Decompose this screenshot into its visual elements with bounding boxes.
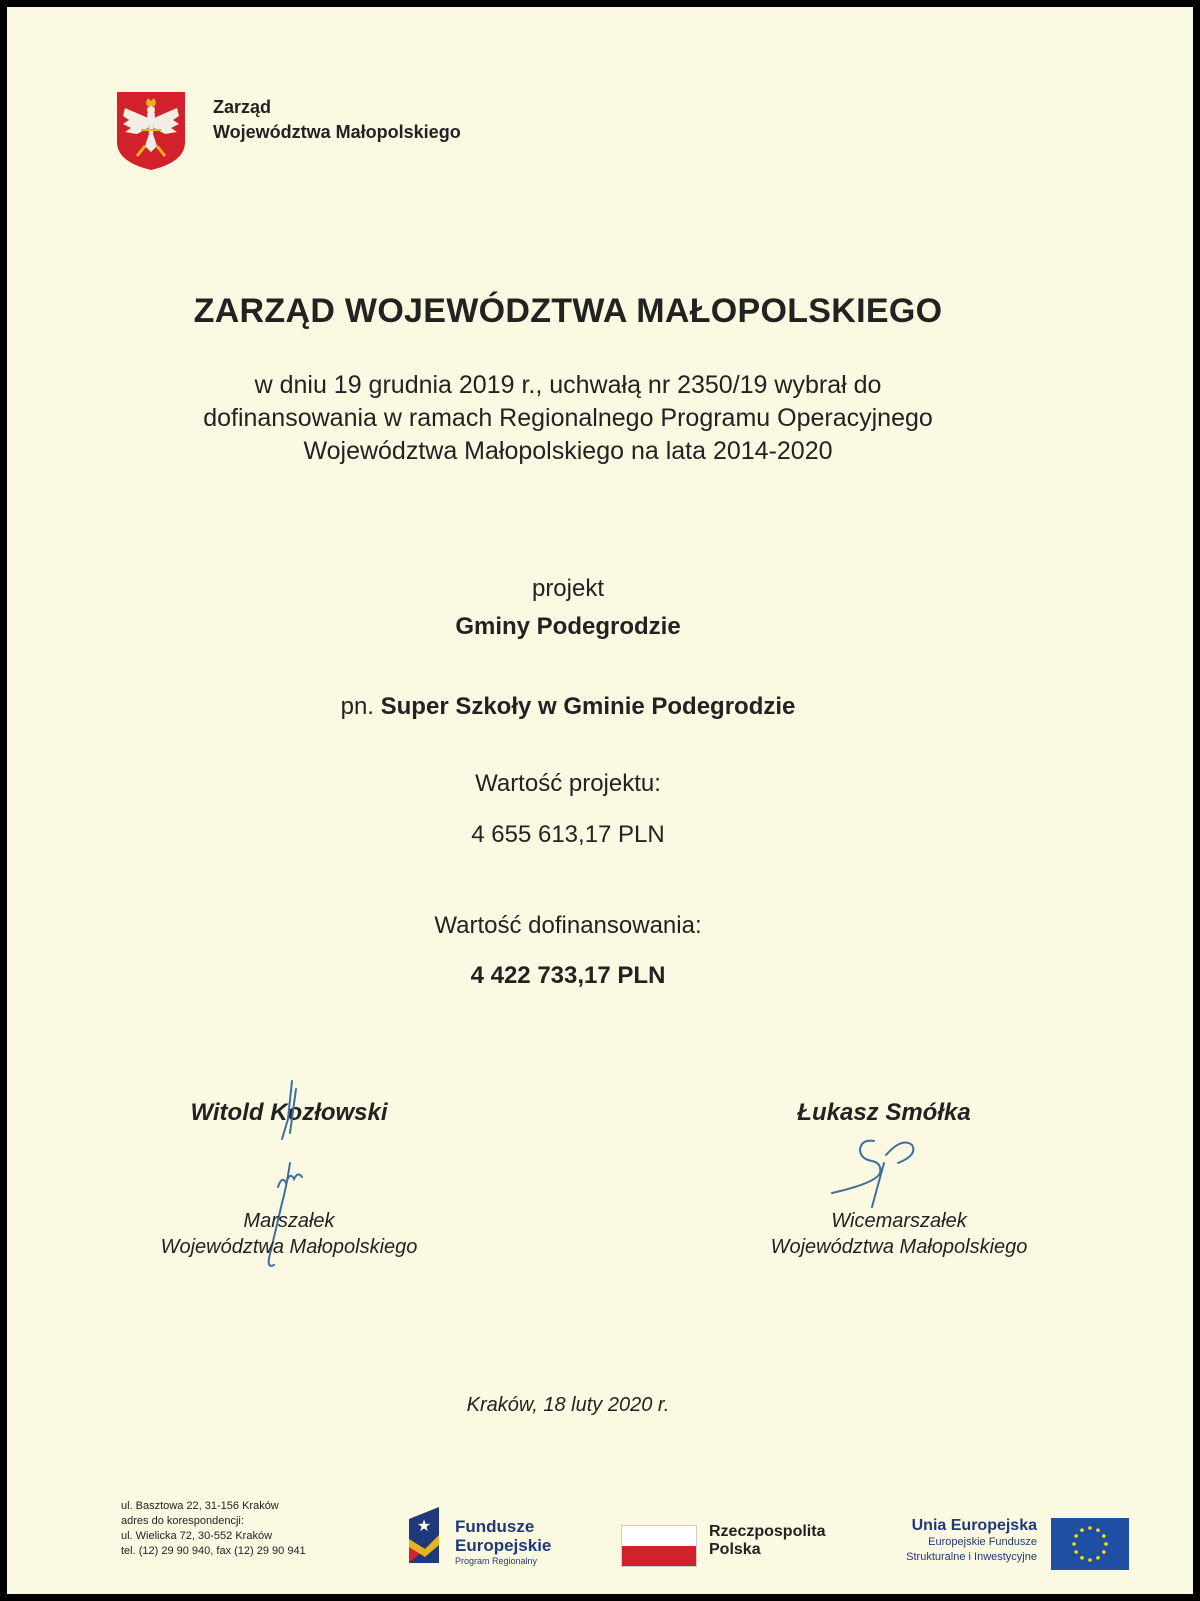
header-org-line2: Województwa Małopolskiego <box>213 122 461 142</box>
cofinancing-amount: 4 422 733,17 PLN <box>470 962 666 989</box>
signatory-left-role <box>109 1208 469 1260</box>
document-title: ZARZĄD WOJEWÓDZTWA MAŁOPOLSKIEGO <box>193 292 943 330</box>
eu-star-icon <box>1096 1556 1100 1560</box>
document-page <box>7 7 1193 1594</box>
european-funds-label <box>455 1517 551 1555</box>
footer-address <box>121 1499 306 1559</box>
eu-star-icon <box>1102 1534 1106 1538</box>
eu-star-icon <box>1088 1526 1092 1530</box>
handwritten-signature-right <box>822 1135 932 1210</box>
eu-subtitle-line1: Europejskie Fundusze <box>928 1536 1037 1548</box>
address-line: adres do korespondencji: <box>121 1515 244 1527</box>
project-value-amount: 4 655 613,17 PLN <box>471 821 665 848</box>
fe-line2: Europejskie <box>455 1536 552 1555</box>
eu-star-icon <box>1074 1550 1078 1554</box>
eu-star-icon <box>1102 1550 1106 1554</box>
header-org-line1: Zarząd <box>213 97 272 117</box>
header-org-name <box>213 95 461 145</box>
description-line: w dniu 19 grudnia 2019 r., uchwałą nr 2350/19 wybrał do <box>254 371 882 399</box>
description-line: Województwa Małopolskiego na lata 2014-2020 <box>303 437 833 465</box>
address-line: ul. Basztowa 22, 31-156 Kraków <box>121 1500 279 1512</box>
project-value-label: Wartość projektu: <box>475 770 661 797</box>
rp-line1: Rzeczpospolita <box>709 1523 826 1540</box>
project-label: projekt <box>531 575 605 602</box>
european-funds-logo-icon <box>405 1505 445 1565</box>
eu-star-icon <box>1080 1528 1084 1532</box>
eu-star-icon <box>1080 1556 1084 1560</box>
project-name: Super Szkoły w Gminie Podegrodzie <box>380 693 796 720</box>
eu-star-icon <box>1088 1558 1092 1562</box>
place-and-date: Kraków, 18 luty 2020 r. <box>466 1394 670 1416</box>
signatory-left-name: Witold Kozłowski <box>190 1099 388 1126</box>
signatory-right-name: Łukasz Smółka <box>797 1099 971 1126</box>
signatory-right-role <box>719 1208 1079 1260</box>
signatory-right-office: Województwa Małopolskiego <box>770 1236 1028 1258</box>
republic-of-poland-label <box>709 1523 825 1559</box>
description-line: dofinansowania w ramach Regionalnego Programu Operacyjnego <box>203 404 933 432</box>
svg-text:★: ★ <box>416 1516 432 1535</box>
signatory-left-office: Województwa Małopolskiego <box>160 1236 418 1258</box>
rp-line2: Polska <box>709 1541 761 1558</box>
eu-star-icon <box>1072 1542 1076 1546</box>
resolution-description <box>7 369 1129 468</box>
fe-line1: Fundusze <box>455 1517 535 1536</box>
european-funds-subtitle: Program Regionalny <box>455 1556 538 1566</box>
project-organization: Gminy Podegrodzie <box>455 613 681 640</box>
signatory-left-title: Marszałek <box>243 1210 335 1232</box>
address-line: ul. Wielicka 72, 30-552 Kraków <box>121 1530 273 1542</box>
eu-star-icon <box>1104 1542 1108 1546</box>
project-name-prefix: pn. <box>340 693 374 720</box>
eu-star-icon <box>1074 1534 1078 1538</box>
signatory-right-title: Wicemarszałek <box>831 1210 967 1232</box>
european-union-label <box>887 1517 1037 1565</box>
eu-star-icon <box>1096 1528 1100 1532</box>
address-line: tel. (12) 29 90 940, fax (12) 29 90 941 <box>121 1545 306 1557</box>
eu-title: Unia Europejska <box>911 1517 1037 1534</box>
project-name-line <box>7 693 1129 721</box>
eu-subtitle-line2: Strukturalne i Inwestycyjne <box>906 1551 1037 1563</box>
eu-flag-icon <box>1051 1518 1129 1570</box>
poland-flag-icon <box>621 1525 697 1567</box>
cofinancing-label: Wartość dofinansowania: <box>434 912 702 939</box>
coat-of-arms-icon <box>115 90 187 172</box>
